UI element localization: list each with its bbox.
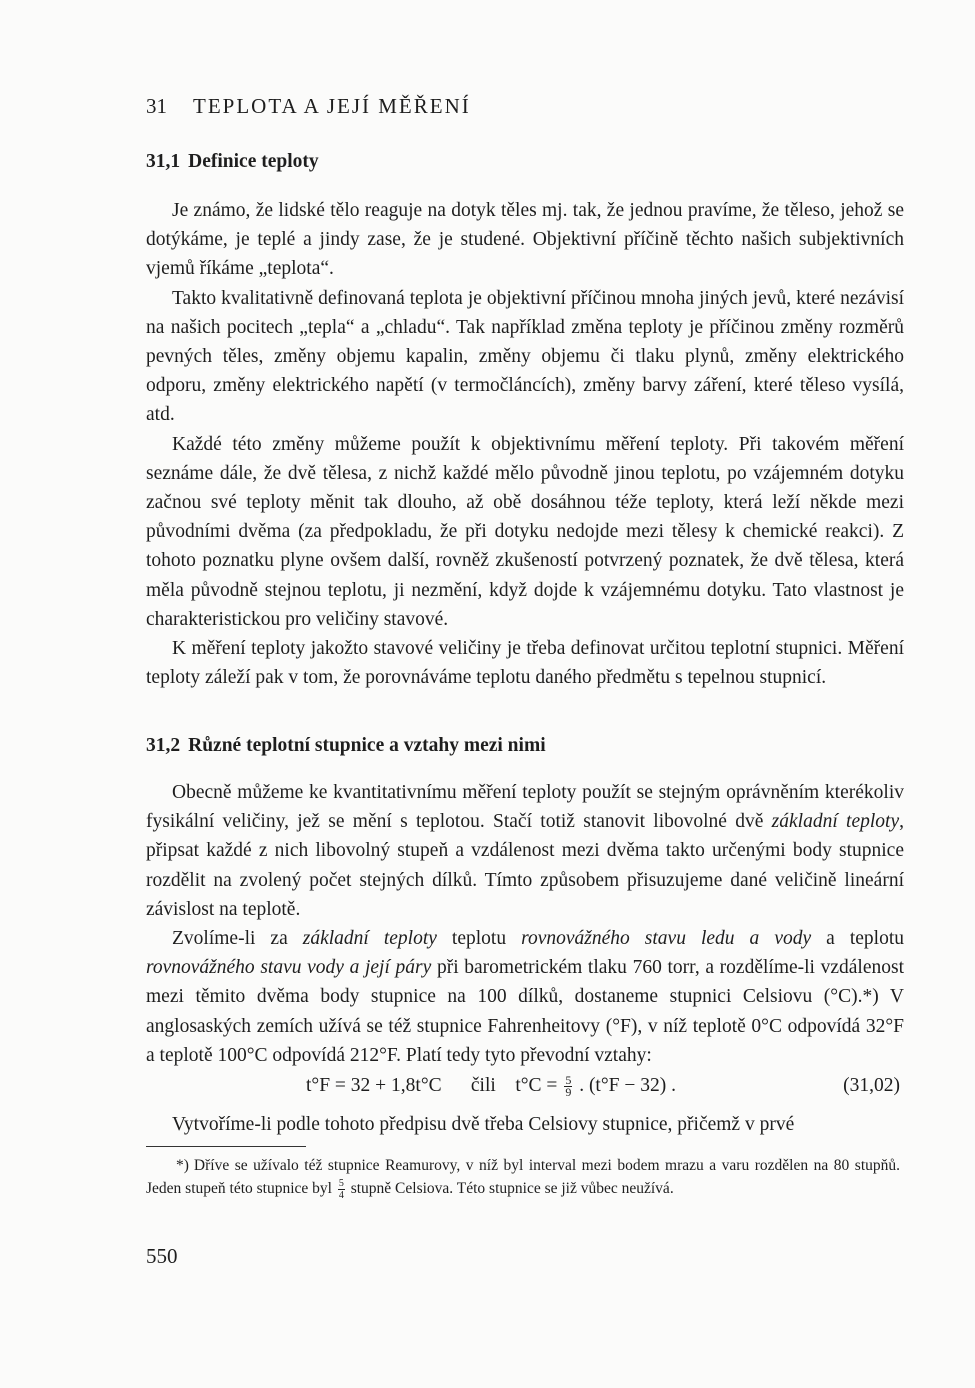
paragraph: Zvolíme-li za základní teploty teplotu rovnovážného stavu ledu a vody a teplotu rovnovážného stavu vody a její páry při barometrickém tlaku 760 torr, a rozdělíme-li vzdálenost mezi těmito dvěma body stupnice na 100 dílků, dostaneme stupnici Celsiovu (°C).*) V anglosaských zemích užívá se též stupnice Fahrenheitovy (°F), v níž teplotě 0°C odpovídá 32°F a teplotě 100°C odpovídá 212°F. Platí tedy tyto převodní vztahy: — [146, 928, 905, 1066]
paragraph: Je známo, že lidské tělo reaguje na dotyk těles mj. tak, že jednou pravíme, že těleso, jehož se dotýkáme, je teplé a jindy zase, že je studené. Objektivní příčině těchto našich subjektivních vjemů říkáme „teplota“. — [146, 200, 904, 280]
paragraph: Obecně můžeme ke kvantitativnímu měření teploty použít se stejným oprávněním kterékoliv fysikální veličiny, jež se mění s teplotou. Stačí totiž stanovit libovolné dvě základní teploty, připsat každé z nich libovolný stupeň a vzdálenost mezi dvěma takto určenými body stupnice rozdělit na zvolený počet stejných dílků. Tímto způsobem přisuzujeme dané veličině lineární závislost na teplotě. — [146, 782, 904, 920]
fraction: $\frac{5}{4}$ — [338, 1177, 344, 1201]
section-heading-31-2 — [146, 735, 546, 757]
italic-term: rovnovážného stavu vody a její páry — [146, 957, 432, 979]
fraction: $\frac{5}{9}$ — [565, 1073, 572, 1100]
equation-number: (31,02) — [843, 1075, 900, 1096]
section-title: Definice teploty — [188, 151, 319, 172]
section-title: Různé teplotní stupnice a vztahy mezi nimi — [188, 735, 546, 756]
chapter-number: 31 — [146, 94, 167, 118]
section-31-2-body — [146, 778, 904, 1070]
section-31-1-body — [146, 196, 904, 692]
chapter-title — [146, 94, 471, 119]
section-number: 31,1 — [146, 151, 181, 172]
paragraph: K měření teploty jakožto stavové veličiny je třeba definovat určitou teplotní stupnici. Měření teploty záleží pak v tom, že porovnáváme teplotu daného předmětu s tepelnou stupnicí. — [146, 638, 904, 689]
italic-term: základní teploty — [302, 928, 437, 950]
footnote-divider — [146, 1146, 306, 1147]
paragraph: Takto kvalitativně definovaná teplota je objektivní příčinou mnoha jiných jevů, které nezávisí na našich pocitech „tepla“ a „chladu“. Tak například změna teploty je příčinou změny rozměrů pevných těles, změny objemu kapalin, změny objemu či tlaku plynů, změny elektrického odporu, změny elektrického napětí (v termočláncích), změny barvy záření, které těleso vysílá, atd. — [146, 287, 904, 426]
section-number: 31,2 — [146, 735, 181, 756]
section-31-2-continued — [146, 1110, 904, 1139]
paragraph: Každé této změny můžeme použít k objektivnímu měření teploty. Při takovém měření seznáme dále, že dvě tělesa, z nichž každé mělo původně jinou teplotu, po vzájemném dotyku začnou své teploty měnit tak dlouho, až obě dosáhnou téže teploty, která leží někde mezi původními dvěma (za předpokladu, že při dotyku nedojde mezi tělesy k chemické reakci). Z tohoto poznatku plyne ovšem další, rovněž zkušeností potvrzený poznatek, že dvě tělesa, která měla původně stejnou teplotu, ji nezmění, když dojde k vzájemnému dotyku. Tato vlastnost je charakteristickou pro veličiny stavové. — [146, 433, 904, 630]
equation-connector: čili — [470, 1075, 496, 1096]
chapter-title-text: TEPLOTA A JEJÍ MĚŘENÍ — [193, 94, 471, 118]
equation-31-02 — [146, 1075, 904, 1105]
italic-term: rovnovážného stavu ledu a vody — [521, 928, 812, 950]
footnote: *) Dříve se užívalo též stupnice Reamurovy, v níž byl interval mezi bodem mrazu a varu rozdělen na 80 stupňů. Jeden stupeň této stupnice byl $\frac{5}{4}$ stupně Celsiova. Této stupnice se již vůbec neužívá. — [146, 1157, 900, 1201]
footnote-marker: *) — [176, 1157, 189, 1174]
section-heading-31-1 — [146, 151, 319, 173]
italic-term: základní teploty — [771, 811, 900, 833]
page-number: 550 — [146, 1244, 178, 1268]
paragraph: Vytvoříme-li podle tohoto předpisu dvě třeba Celsiovy stupnice, přičemž v prvé — [172, 1114, 795, 1135]
equation-formula: t°F = 32 + 1,8t°C čili t°C = $\frac{5}{9}$ . (t°F − 32) . — [306, 1073, 676, 1100]
